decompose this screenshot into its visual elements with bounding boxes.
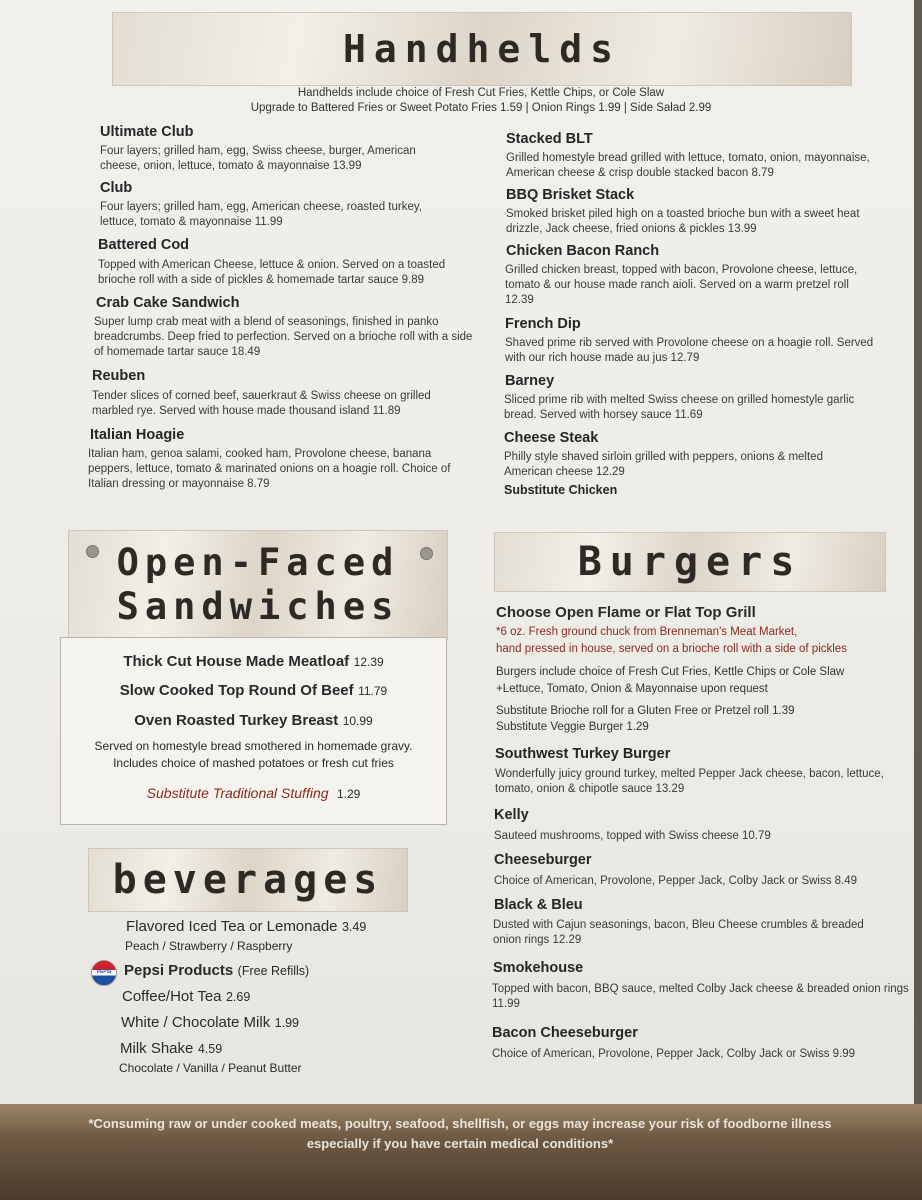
burger-cheeseburger-desc: Choice of American, Provolone, Pepper Jack, Colby Jack or Swiss 8.49 — [494, 875, 858, 887]
open-faced-item — [61, 712, 446, 730]
burger-black-bleu-desc: Dusted with Cajun seasonings, bacon, Bleu Cheese crumbles & breaded onion rings 12.29 — [493, 919, 864, 946]
beverage-item — [122, 988, 250, 1006]
beverage-name: Flavored Iced Tea or Lemonade — [126, 918, 338, 935]
pepsi-logo-text: PEPSI — [96, 969, 112, 975]
item-italian-hoagie-desc: Italian ham, genoa salami, cooked ham, Provolone cheese, banana peppers, lettuce, tomato & marinated onions on a hoagie roll. Choice of Italian dressing or mayonnaise 8.79 — [88, 448, 451, 490]
open-faced-desc-2: Includes choice of mashed potatoes or fresh cut fries — [113, 756, 394, 770]
substitute-stuffing-price: 1.29 — [336, 787, 361, 801]
footer-wood-band — [0, 1104, 922, 1200]
burger-kelly-name: Kelly — [494, 807, 529, 823]
beverage-price: 3.49 — [341, 920, 367, 934]
item-club-name: Club — [100, 180, 133, 196]
item-bbq-brisket-desc: Smoked brisket piled high on a toasted brioche bun with a sweet heat drizzle, Jack cheese, fried onions & pickles 13.99 — [506, 208, 860, 235]
item-cheese-steak-desc: Philly style shaved sirloin grilled with peppers, onions & melted American cheese 12.29 — [504, 451, 823, 478]
open-faced-item — [61, 682, 446, 700]
burgers-title: Burgers — [577, 539, 803, 585]
screw-icon — [86, 545, 99, 558]
substitute-chicken: Substitute Chicken — [504, 483, 618, 497]
substitute-stuffing-name: Substitute Traditional Stuffing — [146, 785, 329, 801]
open-faced-item-name: Slow Cooked Top Round Of Beef — [119, 682, 354, 699]
item-battered-cod-desc: Topped with American Cheese, lettuce & onion. Served on a toasted brioche roll with a side of pickles & homemade tartar sauce 9.89 — [98, 259, 446, 286]
beverage-price: 4.59 — [197, 1042, 223, 1056]
item-crab-cake-name: Crab Cake Sandwich — [96, 295, 240, 311]
footer-warning-line-2: especially if you have certain medical conditions* — [306, 1136, 614, 1151]
item-barney-desc: Sliced prime rib with melted Swiss cheese on grilled homestyle garlic bread. Served with horsey sauce 11.69 — [504, 394, 855, 421]
beverage-item — [120, 1040, 222, 1058]
item-stacked-blt-name: Stacked BLT — [506, 131, 593, 147]
item-bbq-brisket-name: BBQ Brisket Stack — [506, 187, 635, 203]
burgers-note-1: Burgers include choice of Fresh Cut Fries, Kettle Chips or Cole Slaw — [496, 666, 845, 678]
burger-bacon-cheeseburger-name: Bacon Cheeseburger — [492, 1025, 638, 1041]
beverage-item — [126, 918, 366, 936]
item-ultimate-club-desc: Four layers; grilled ham, egg, Swiss cheese, burger, American cheese, onion, lettuce, tomato & mayonnaise 13.99 — [100, 145, 416, 172]
beverage-name: Milk Shake — [120, 1040, 194, 1057]
beverages-banner — [88, 848, 408, 912]
burgers-note-2: +Lettuce, Tomato, Onion & Mayonnaise upon request — [496, 683, 768, 695]
substitute-stuffing — [61, 785, 446, 803]
beverage-sub: Peach / Strawberry / Raspberry — [125, 939, 293, 953]
item-french-dip-name: French Dip — [505, 316, 581, 332]
beverage-name: Pepsi Products — [124, 962, 234, 979]
burger-southwest-turkey-desc: Wonderfully juicy ground turkey, melted Pepper Jack cheese, bacon, lettuce, tomato, onion & chipotle sauce 13.29 — [495, 768, 884, 795]
open-faced-title-line1: Open-Faced — [116, 541, 400, 584]
burger-southwest-turkey-name: Southwest Turkey Burger — [495, 746, 671, 762]
open-faced-item-price: 12.39 — [353, 655, 384, 669]
pepsi-logo-icon — [91, 960, 117, 986]
burgers-grill-choice: Choose Open Flame or Flat Top Grill — [496, 604, 756, 621]
burger-kelly-desc: Sauteed mushrooms, topped with Swiss cheese 10.79 — [494, 830, 771, 842]
open-faced-item-price: 11.79 — [358, 684, 388, 698]
screw-icon — [420, 547, 433, 560]
open-faced-box — [60, 637, 447, 825]
item-cheese-steak-name: Cheese Steak — [504, 430, 599, 446]
open-faced-item-name: Oven Roasted Turkey Breast — [134, 712, 339, 729]
item-chicken-bacon-ranch-name: Chicken Bacon Ranch — [506, 243, 660, 259]
beverage-price: (Free Refills) — [237, 964, 310, 978]
burger-smokehouse-desc: Topped with bacon, BBQ sauce, melted Colby Jack cheese & breaded onion rings 11.99 — [492, 983, 909, 1010]
handhelds-note-1: Handhelds include choice of Fresh Cut Fries, Kettle Chips, or Cole Slaw — [297, 87, 665, 99]
beverage-name: White / Chocolate Milk — [121, 1014, 271, 1031]
beverages-title: beverages — [112, 857, 384, 903]
open-faced-banner — [68, 530, 448, 640]
item-battered-cod-name: Battered Cod — [98, 237, 190, 253]
burger-cheeseburger-name: Cheeseburger — [494, 852, 592, 868]
open-faced-item-name: Thick Cut House Made Meatloaf — [123, 653, 350, 670]
beverage-name: Coffee/Hot Tea — [122, 988, 222, 1005]
open-faced-title-line2: Sandwiches — [116, 585, 400, 628]
item-stacked-blt-desc: Grilled homestyle bread grilled with lettuce, tomato, onion, mayonnaise, American cheese & crisp double stacked bacon 8.79 — [506, 152, 870, 179]
beverage-item — [121, 1014, 299, 1032]
open-faced-item — [61, 653, 446, 671]
burgers-note-4: Substitute Veggie Burger 1.29 — [496, 721, 649, 733]
beverage-price: 1.99 — [274, 1016, 300, 1030]
item-ultimate-club-name: Ultimate Club — [100, 124, 194, 140]
burger-smokehouse-name: Smokehouse — [493, 960, 584, 976]
beverage-sub: Chocolate / Vanilla / Peanut Butter — [119, 1061, 302, 1075]
footer-warning-line-1: *Consuming raw or under cooked meats, poultry, seafood, shellfish, or eggs may increase your risk of foodborne illness — [88, 1116, 832, 1131]
handhelds-note-2: Upgrade to Battered Fries or Sweet Potato Fries 1.59 | Onion Rings 1.99 | Side Salad 2.99 — [250, 102, 712, 114]
open-faced-desc-1: Served on homestyle bread smothered in homemade gravy. — [94, 739, 413, 753]
burgers-red-line-1: *6 oz. Fresh ground chuck from Brenneman's Meat Market, — [496, 626, 798, 638]
item-chicken-bacon-ranch-desc: Grilled chicken breast, topped with bacon, Provolone cheese, lettuce, tomato & our house made ranch aioli. Served on a warm pretzel roll 12.39 — [505, 264, 858, 306]
beverage-price: 2.69 — [225, 990, 251, 1004]
burgers-banner — [494, 532, 886, 592]
burgers-note-3: Substitute Brioche roll for a Gluten Free or Pretzel roll 1.39 — [496, 705, 795, 717]
handhelds-banner — [112, 12, 852, 86]
item-crab-cake-desc: Super lump crab meat with a blend of seasonings, finished in panko breadcrumbs. Deep fried to perfection. Served on a brioche roll with a side of homemade tartar sauce 18.49 — [94, 316, 473, 358]
handhelds-title: Handhelds — [343, 27, 621, 71]
item-barney-name: Barney — [505, 373, 555, 389]
item-reuben-desc: Tender slices of corned beef, sauerkraut & Swiss cheese on grilled marbled rye. Served with house made thousand island 11.89 — [92, 390, 431, 417]
burger-bacon-cheeseburger-desc: Choice of American, Provolone, Pepper Jack, Colby Jack or Swiss 9.99 — [492, 1048, 856, 1060]
open-faced-item-price: 10.99 — [342, 714, 373, 728]
beverage-item — [124, 962, 309, 980]
item-italian-hoagie-name: Italian Hoagie — [90, 427, 185, 443]
burger-black-bleu-name: Black & Bleu — [494, 897, 583, 913]
item-reuben-name: Reuben — [92, 368, 146, 384]
item-french-dip-desc: Shaved prime rib served with Provolone cheese on a hoagie roll. Served with our rich house made au jus 12.79 — [505, 337, 874, 364]
item-club-desc: Four layers; grilled ham, egg, American cheese, roasted turkey, lettuce, tomato & mayonnaise 11.99 — [100, 201, 422, 228]
burgers-red-line-2: hand pressed in house, served on a brioche roll with a side of pickles — [496, 643, 847, 655]
